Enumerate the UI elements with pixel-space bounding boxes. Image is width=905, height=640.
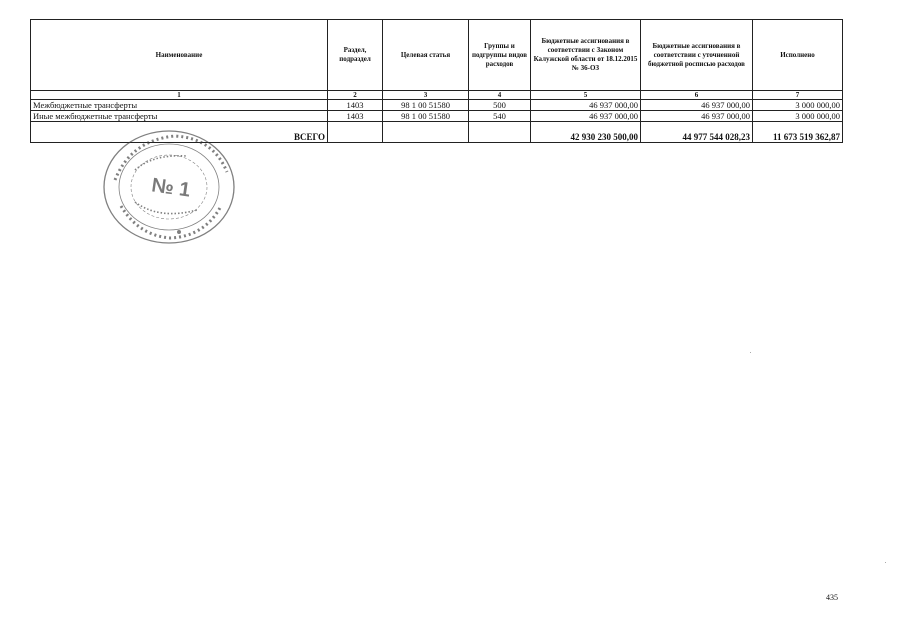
table-row	[31, 100, 843, 111]
row-name: Межбюджетные трансферты	[31, 100, 328, 111]
page-number: 435	[826, 593, 838, 602]
col-number: 6	[641, 91, 753, 100]
total-label: ВСЕГО	[31, 122, 328, 143]
column-number-row	[31, 91, 843, 100]
row-law: 46 937 000,00	[531, 111, 641, 122]
row-target: 98 1 00 51580	[383, 100, 469, 111]
col-number: 7	[753, 91, 843, 100]
total-law: 42 930 230 500,00	[531, 122, 641, 143]
row-group: 500	[469, 100, 531, 111]
col-number: 5	[531, 91, 641, 100]
total-refined: 44 977 544 028,23	[641, 122, 753, 143]
scan-speck	[885, 562, 886, 563]
header-row	[31, 20, 843, 91]
table-row	[31, 111, 843, 122]
row-refined: 46 937 000,00	[641, 100, 753, 111]
header-target: Целевая статья	[383, 20, 469, 91]
empty-cell	[383, 122, 469, 143]
row-group: 540	[469, 111, 531, 122]
col-number: 1	[31, 91, 328, 100]
header-section: Раздел, подраздел	[328, 20, 383, 91]
row-target: 98 1 00 51580	[383, 111, 469, 122]
total-executed: 11 673 519 362,87	[753, 122, 843, 143]
scan-speck	[750, 352, 751, 353]
header-executed: Исполнено	[753, 20, 843, 91]
row-executed: 3 000 000,00	[753, 100, 843, 111]
row-section: 1403	[328, 111, 383, 122]
row-name: Иные межбюджетные трансферты	[31, 111, 328, 122]
col-number: 3	[383, 91, 469, 100]
seal-number: № 1	[150, 174, 192, 202]
row-section: 1403	[328, 100, 383, 111]
col-number: 2	[328, 91, 383, 100]
row-executed: 3 000 000,00	[753, 111, 843, 122]
header-groups: Группы и подгруппы видов расходов	[469, 20, 531, 91]
header-law: Бюджетные ассигнования в соответствии с Законом Калужской области от 18.12.2015 № 36-ОЗ	[531, 20, 641, 91]
empty-cell	[328, 122, 383, 143]
header-name: Наименование	[31, 20, 328, 91]
col-number: 4	[469, 91, 531, 100]
empty-cell	[469, 122, 531, 143]
row-law: 46 937 000,00	[531, 100, 641, 111]
header-refined: Бюджетные ассигнования в соответствии с уточненной бюджетной росписью расходов	[641, 20, 753, 91]
row-refined: 46 937 000,00	[641, 111, 753, 122]
budget-table	[30, 19, 843, 143]
official-seal-stamp	[101, 128, 237, 246]
